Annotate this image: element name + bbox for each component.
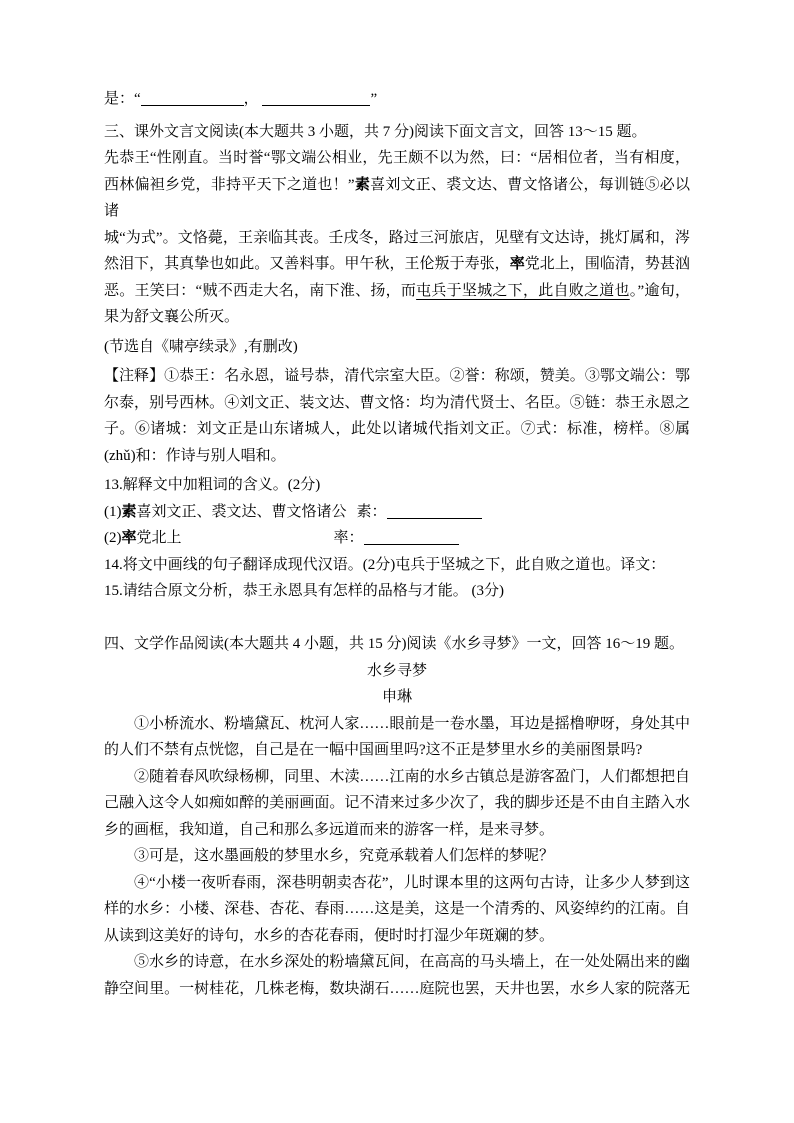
classical-passage-line-6 [104, 304, 690, 331]
essay-para-4-line-2 [104, 896, 690, 923]
classical-passage-line-4 [104, 251, 690, 278]
essay-para-1-line-1 [104, 711, 690, 738]
text-run: 喜刘文正、裘文达、曹文恪诸公 [136, 503, 347, 520]
text-run: 素 [354, 176, 371, 193]
spacer-gap [347, 515, 357, 516]
essay-para-5-line-2 [104, 976, 690, 1003]
question-13-item-2 [104, 525, 690, 552]
classical-passage-line-3 [104, 225, 690, 252]
essay-para-3-line-1 [104, 843, 690, 870]
answer-blank [262, 90, 370, 106]
text-run: 的人们不禁有点恍惚，自己是在一幅中国画里吗?这不正是梦里水乡的美丽图景吗? [104, 742, 643, 758]
essay-para-1-line-2 [104, 737, 690, 764]
document-body [104, 86, 690, 1002]
text-run: ⑤水乡的诗意，在水乡深处的粉墙黛瓦间，在高高的马头墙上，在一处处隔出来的幽 [134, 954, 690, 970]
spacer-gap [182, 541, 334, 542]
essay-title [104, 658, 690, 685]
text-run: 屯兵于坚城之下，此自败之道也 [416, 282, 630, 299]
annotation-line-1 [104, 363, 690, 390]
classical-passage-line-5 [104, 278, 690, 305]
essay-para-2-line-3 [104, 817, 690, 844]
text-run: 先恭王“性刚直。当时誉“鄂文端公相业，先王颇不以为然，曰：“居相位者，当有相度， [104, 150, 690, 166]
text-run: 四、文学作品阅读(本大题共 4 小题，共 15 分)阅读《水乡寻梦》一文，回答 16～19 题。 [104, 636, 684, 652]
text-run: ④“小楼一夜听春雨，深巷明朝卖杏花”，儿时课本里的这两句古诗，让多少人梦到这 [134, 874, 690, 891]
text-run: 党北上，围临清，势甚汹 [524, 256, 690, 272]
text-run: 三、课外文言文阅读(本大题共 3 小题，共 7 分)阅读下面文言文，回答 13～15 题。 [104, 123, 647, 140]
text-run: (1) [104, 503, 122, 520]
text-run: 率： [333, 530, 364, 546]
text-run: (节选自《啸亭续录》,有删改) [104, 338, 298, 355]
answer-blank [387, 503, 482, 519]
section-3-heading [104, 119, 690, 146]
text-run: 恶。王笑曰：“贼不西走大名，南下淮、扬，而 [104, 282, 417, 299]
text-run: 城“为式”。文恪薨，王亲临其丧。壬戌冬，路过三河旅店，见壁有文达诗，挑灯属和，涔 [104, 229, 690, 246]
text-run: 从读到这美好的诗句，水乡的杏花春雨，便时时打湿少年斑斓的梦。 [104, 927, 555, 944]
essay-para-5-line-1 [104, 949, 690, 976]
text-run: 尔泰，别号西林。④刘文正、装文达、曹文恪：均为清代贤士、名臣。⑤链：恭王永恩之 [104, 394, 690, 411]
text-run: 素： [356, 503, 387, 520]
text-run: 15.请结合原文分析，恭王永恩具有怎样的品格与才能。 (3分) [104, 583, 504, 599]
blank-spacer-line [104, 605, 690, 632]
question-15 [104, 578, 690, 605]
text-run: 。”逾旬， [629, 282, 690, 299]
answer-blank [364, 529, 459, 545]
question-14 [104, 552, 690, 579]
text-run: 果为舒文襄公所灭。 [104, 309, 240, 325]
text-run: 是：“ [104, 91, 141, 107]
text-run: 申琳 [381, 689, 412, 705]
text-run: ， [243, 91, 259, 107]
annotation-line-3 [104, 416, 690, 443]
annotation-line-4 [104, 443, 690, 470]
text-run: 然泪下，其真挚也如此。又善料事。甲午秋，王伦叛于寿张， [104, 256, 510, 272]
essay-para-2-line-2 [104, 790, 690, 817]
text-run: ③可是，这水墨画般的梦里水乡，究竟承载着人们怎样的梦呢？ [134, 848, 555, 864]
essay-para-4-line-3 [104, 923, 690, 950]
classical-passage-line-2 [104, 172, 690, 225]
text-run: 乡的画框，我知道，自己和那么多远道而来的游客一样，是来寻梦。 [104, 821, 555, 838]
source-note [104, 334, 690, 361]
question-13-item-1 [104, 499, 690, 526]
text-run: 党北上 [136, 530, 182, 546]
text-run: 静空间里。一树桂花，几株老梅，数块湖石……庭院也罢，天井也罢，水乡人家的院落无 [104, 980, 690, 997]
question-13 [104, 472, 690, 499]
text-run: (2) [104, 530, 122, 546]
text-run: 样的水乡：小楼、深巷、杏花、春雨……这是美，这是一个清秀的、风姿绰约的江南。自 [104, 901, 690, 917]
fill-in-blank-line [104, 86, 690, 113]
section-4-heading [104, 631, 690, 658]
text-run: ①小桥流水、粉墙黛瓦、枕河人家……眼前是一卷水墨，耳边是摇橹咿呀，身处其中 [134, 715, 690, 732]
essay-author [104, 684, 690, 711]
text-run: 水乡寻梦 [366, 662, 427, 679]
text-run: 西林偏袒乡党，非持平天下之道也！” [104, 176, 355, 193]
text-run: 率 [121, 530, 137, 546]
text-run: 率 [509, 256, 525, 272]
text-run: 14.将文中画线的句子翻译成现代汉语。(2分)屯兵于坚城之下，此自败之道也。译文： [104, 556, 666, 573]
annotation-line-2 [104, 390, 690, 417]
answer-blank [141, 90, 244, 106]
text-run: 素 [121, 503, 137, 520]
essay-para-4-line-1 [104, 870, 690, 897]
text-run: 子。⑥诸城：刘文正是山东诸城人，此处以诸城代指刘文正。⑦式：标准，榜样。⑧属 [104, 421, 690, 437]
text-run: ” [370, 91, 378, 107]
essay-para-2-line-1 [104, 764, 690, 791]
text-run: (zhǔ)和：作诗与别人唱和。 [104, 447, 286, 464]
classical-passage-line-1 [104, 145, 690, 172]
text-run: 己融入这令人如痴如醉的美丽画面。记不清来过多少次了，我的脚步还是不由自主踏入水 [104, 795, 690, 811]
text-run: 喜刘文正、裘文达、曹文恪诸公，每训链⑤必以诸 [104, 176, 690, 219]
text-run: ②随着春风吹绿杨柳，同里、木渎……江南的水乡古镇总是游客盈门，人们都想把自 [134, 768, 690, 785]
text-run: 13.解释文中加粗词的含义。(2分) [104, 477, 321, 493]
text-run: 【注释】①恭王：名永恩，谥号恭，清代宗室大臣。②誉：称颂，赞美。③鄂文端公：鄂 [104, 368, 690, 384]
